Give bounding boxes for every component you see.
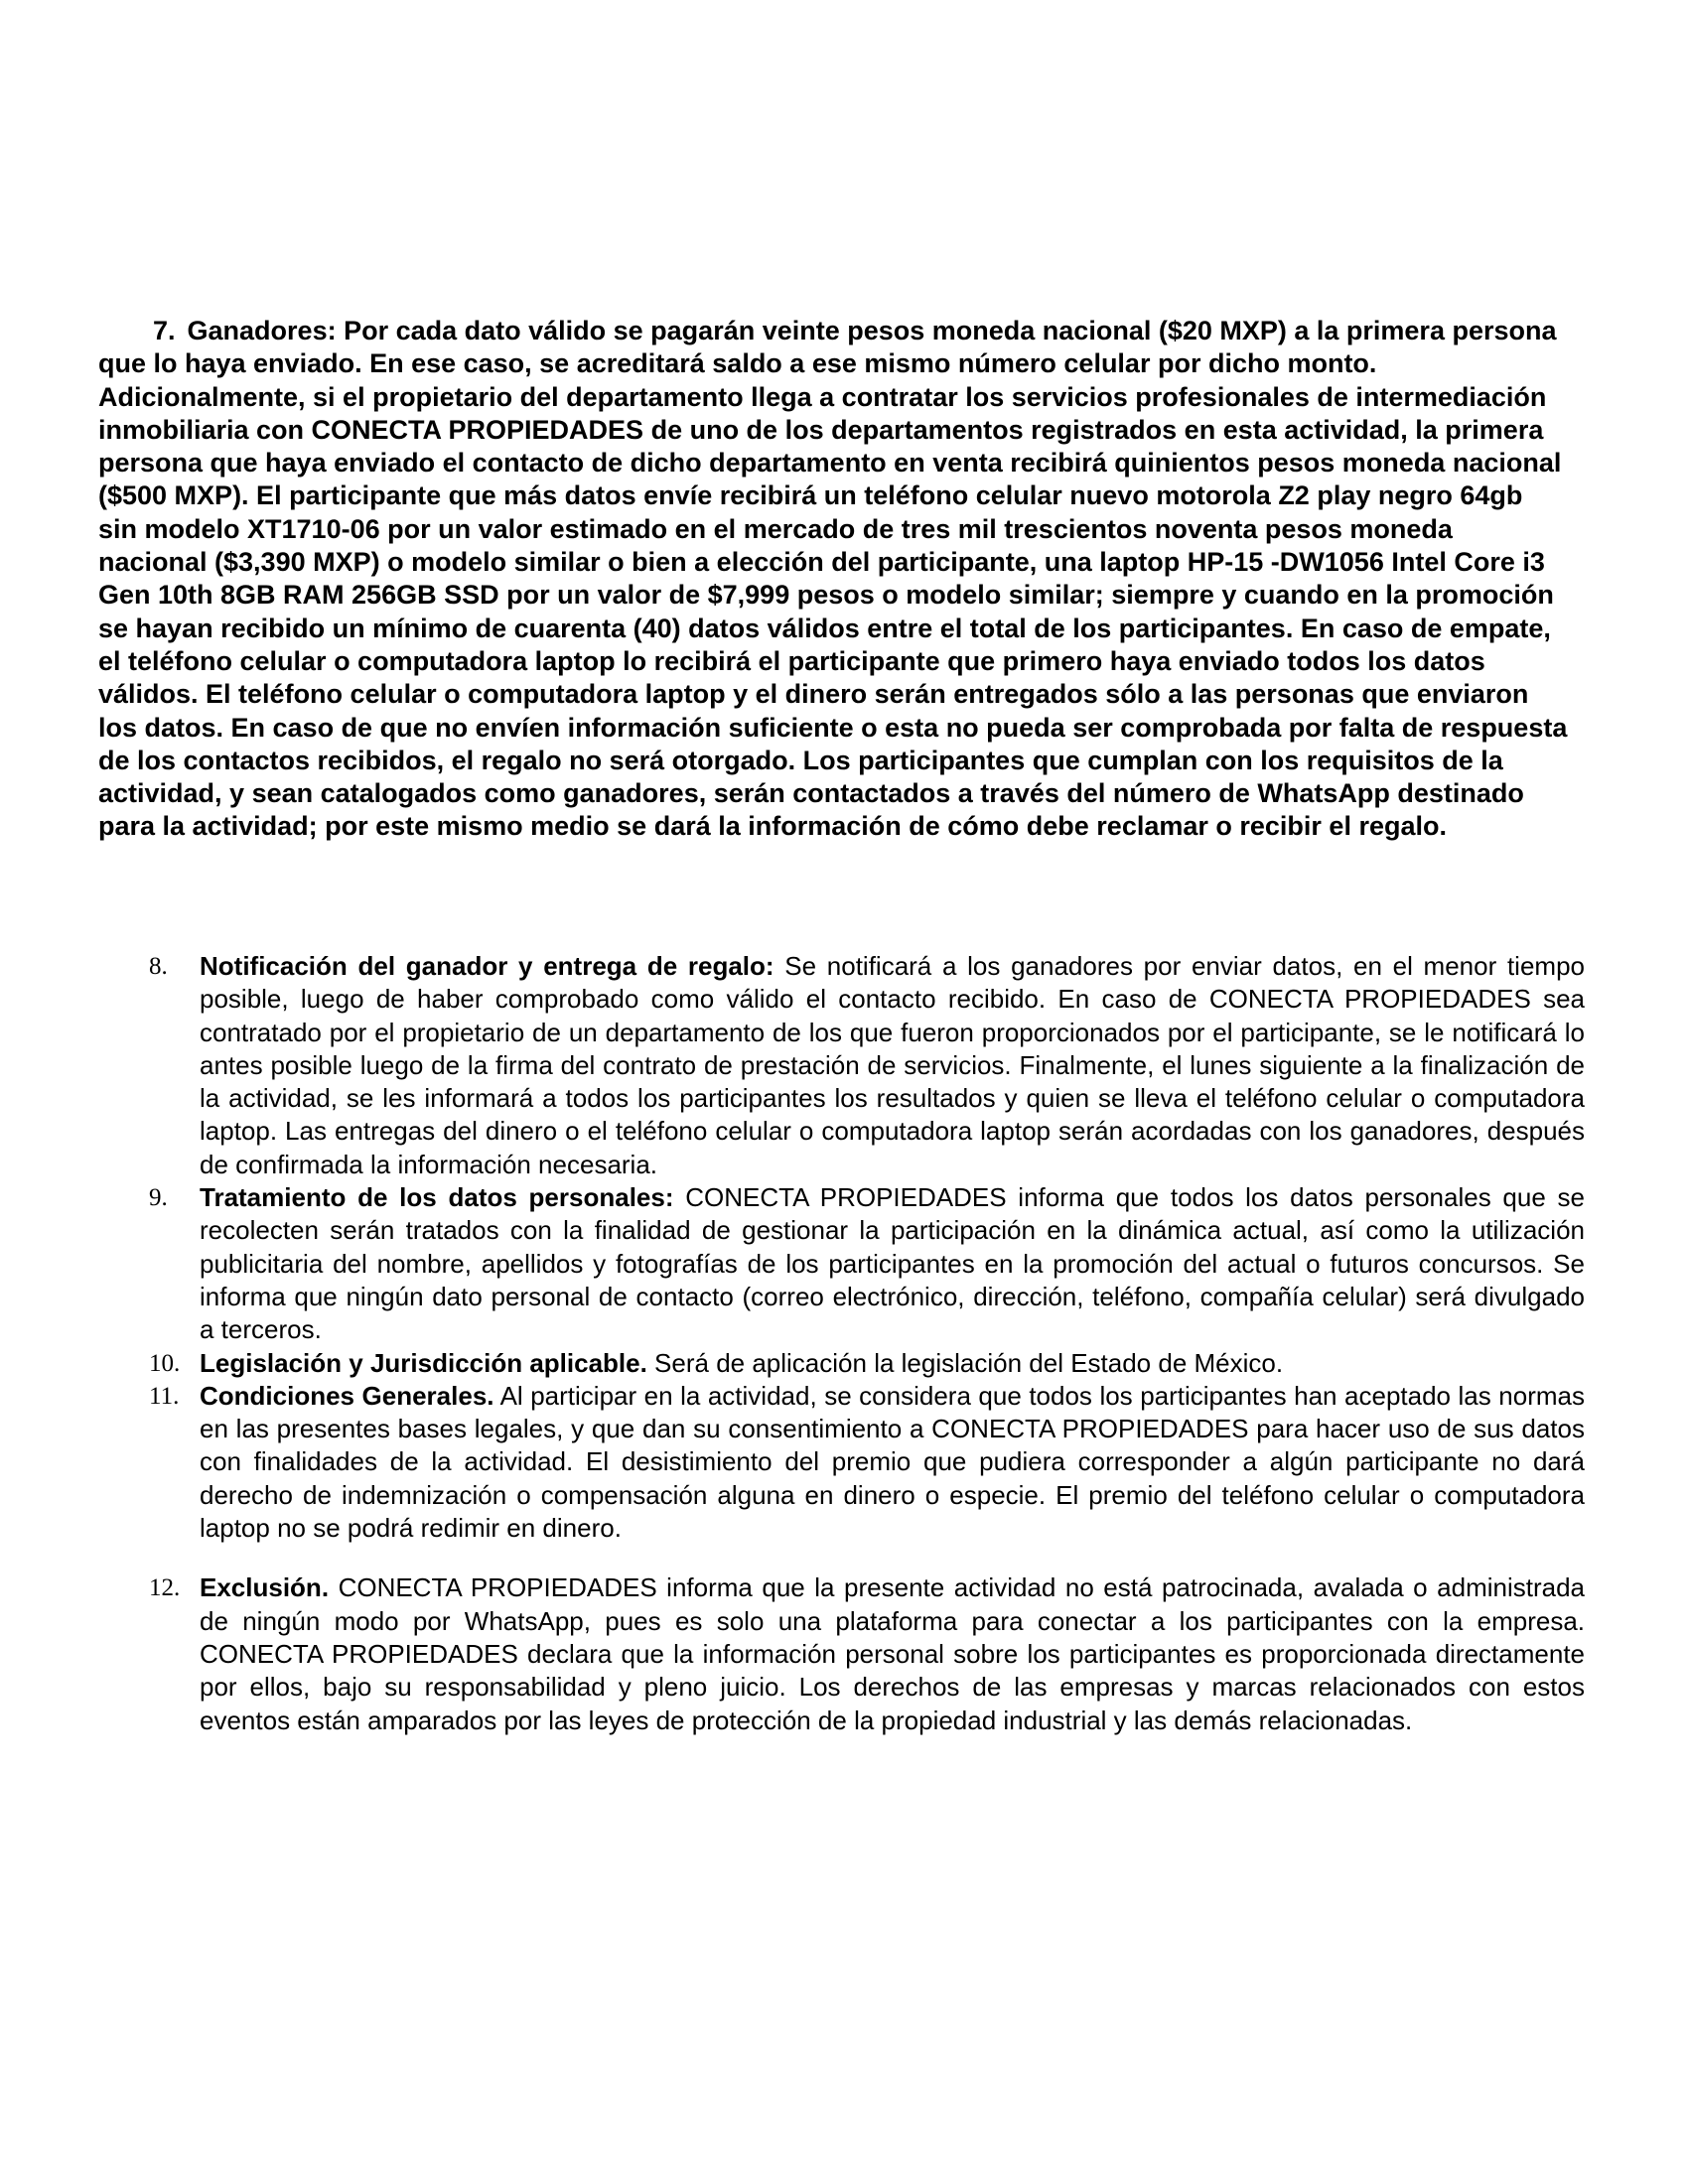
list-item-text: CONECTA PROPIEDADES informa que todos los datos personales que se recolecten serán tratados con la finalidad de gestionar la participación en la dinámica actual, así como la utilización publicitaria del nombre, apellidos y fotografías de los participantes en la promoción del actual o futuros concursos. Se informa que ningún dato personal de contacto (correo electrónico, dirección, teléfono, compañía celular) será divulgado a terceros. [200, 1182, 1585, 1345]
list-item-10-legislation [0, 1347, 1688, 1380]
list-item-heading: Notificación del ganador y entrega de regalo: [200, 951, 774, 981]
list-item-body [200, 950, 1585, 1181]
list-item-number: 11. [149, 1382, 180, 1410]
list-item-heading: Legislación y Jurisdicción aplicable. [200, 1347, 647, 1378]
list-spacer [0, 1545, 1688, 1571]
list-item-text: Se notificará a los ganadores por enviar datos, en el menor tiempo posible, luego de haber comprobado como válido el contacto recibido. En caso de CONECTA PROPIEDADES sea contratado por el propietario de un departamento de los que fueron proporcionados por el participante, se le notificará lo antes posible luego de la firma del contrato de prestación de servicios. Finalmente, el lunes siguiente a la finalización de la actividad, se les informará a todos los participantes los resultados y quien se lleva el teléfono celular o computadora laptop. Las entregas del dinero o el teléfono celular o computadora laptop serán acordadas con los ganadores, después de confirmada la información necesaria. [200, 951, 1586, 1179]
list-item-8-notification [0, 950, 1688, 1181]
section-7-text: Ganadores: Por cada dato válido se pagarán veinte pesos moneda nacional ($20 MXP) a la primera persona que lo haya enviado. En ese caso, se acreditará saldo a ese mismo número celular por dicho monto. Adicionalmente, si el propietario del departamento llega a contratar los servicios profesionales de intermediación inmobiliaria con CONECTA PROPIEDADES de uno de los departamentos registrados en esta actividad, la primera persona que haya enviado el contacto de dicho departamento en venta recibirá quinientos pesos moneda nacional ($500 MXP). El participante que más datos envíe recibirá un teléfono celular nuevo motorola Z2 play negro 64gb sin modelo XT1710-06 por un valor estimado en el mercado de tres mil trescientos noventa pesos moneda nacional ($3,390 MXP) o modelo similar o bien a elección del participante, una laptop HP-15 -DW1056 Intel Core i3 Gen 10th 8GB RAM 256GB SSD por un valor de $7,999 pesos o modelo similar; siempre y cuando en la promoción se hayan recibido un mínimo de cuarenta (40) datos válidos entre el total de los participantes. En caso de empate, el teléfono celular o computadora laptop lo recibirá el participante que primero haya enviado todos los datos válidos. El teléfono celular o computadora laptop y el dinero serán entregados sólo a las personas que enviaron los datos. En caso de que no envíen información suficiente o esta no pueda ser comprobada por falta de respuesta de los contactos recibidos, el regalo no será otorgado. Los participantes que cumplan con los requisitos de la actividad, y sean catalogados como ganadores, serán contactados a través del número de WhatsApp destinado para la actividad; por este mismo medio se dará la información de cómo debe reclamar o recibir el regalo. [98, 316, 1568, 842]
list-item-number: 9. [149, 1184, 168, 1212]
list-item-9-personal-data [0, 1181, 1688, 1346]
section-7-number: 7. [153, 316, 176, 345]
list-item-body [200, 1571, 1585, 1736]
list-item-text: CONECTA PROPIEDADES informa que la presente actividad no está patrocinada, avalada o administrada de ningún modo por WhatsApp, pues es solo una plataforma para conectar a los participantes con la empresa. CONECTA PROPIEDADES declara que la información personal sobre los participantes es proporcionada directamente por ellos, bajo su responsabilidad y pleno juicio. Los derechos de las empresas y marcas relacionados con estos eventos están amparados por las leyes de protección de la propiedad industrial y las demás relacionadas. [200, 1572, 1585, 1735]
list-item-body [200, 1347, 1585, 1380]
list-item-body [200, 1181, 1585, 1346]
list-item-heading: Exclusión. [200, 1572, 330, 1603]
list-item-text: Será de aplicación la legislación del Estado de México. [646, 1347, 1284, 1378]
section-7-winners [98, 315, 1568, 844]
list-item-11-general-conditions [0, 1380, 1688, 1545]
list-item-number: 12. [149, 1574, 181, 1602]
list-item-number: 8. [149, 953, 168, 980]
list-item-heading: Tratamiento de los datos personales: [200, 1182, 674, 1213]
list-item-heading: Condiciones Generales. [200, 1380, 494, 1411]
list-item-text: Al participar en la actividad, se considera que todos los participantes han aceptado las normas en las presentes bases legales, y que dan su consentimiento a CONECTA PROPIEDADES para hacer uso de sus datos con finalidades de la actividad. El desistimiento del premio que pudiera corresponder a algún participante no dará derecho de indemnización o compensación alguna en dinero o especie. El premio del teléfono celular o computadora laptop no se podrá redimir en dinero. [200, 1380, 1585, 1544]
list-item-body [200, 1380, 1585, 1545]
list-item-12-exclusion [0, 1571, 1688, 1736]
list-item-number: 10. [149, 1349, 181, 1377]
numbered-list [0, 950, 1688, 1737]
